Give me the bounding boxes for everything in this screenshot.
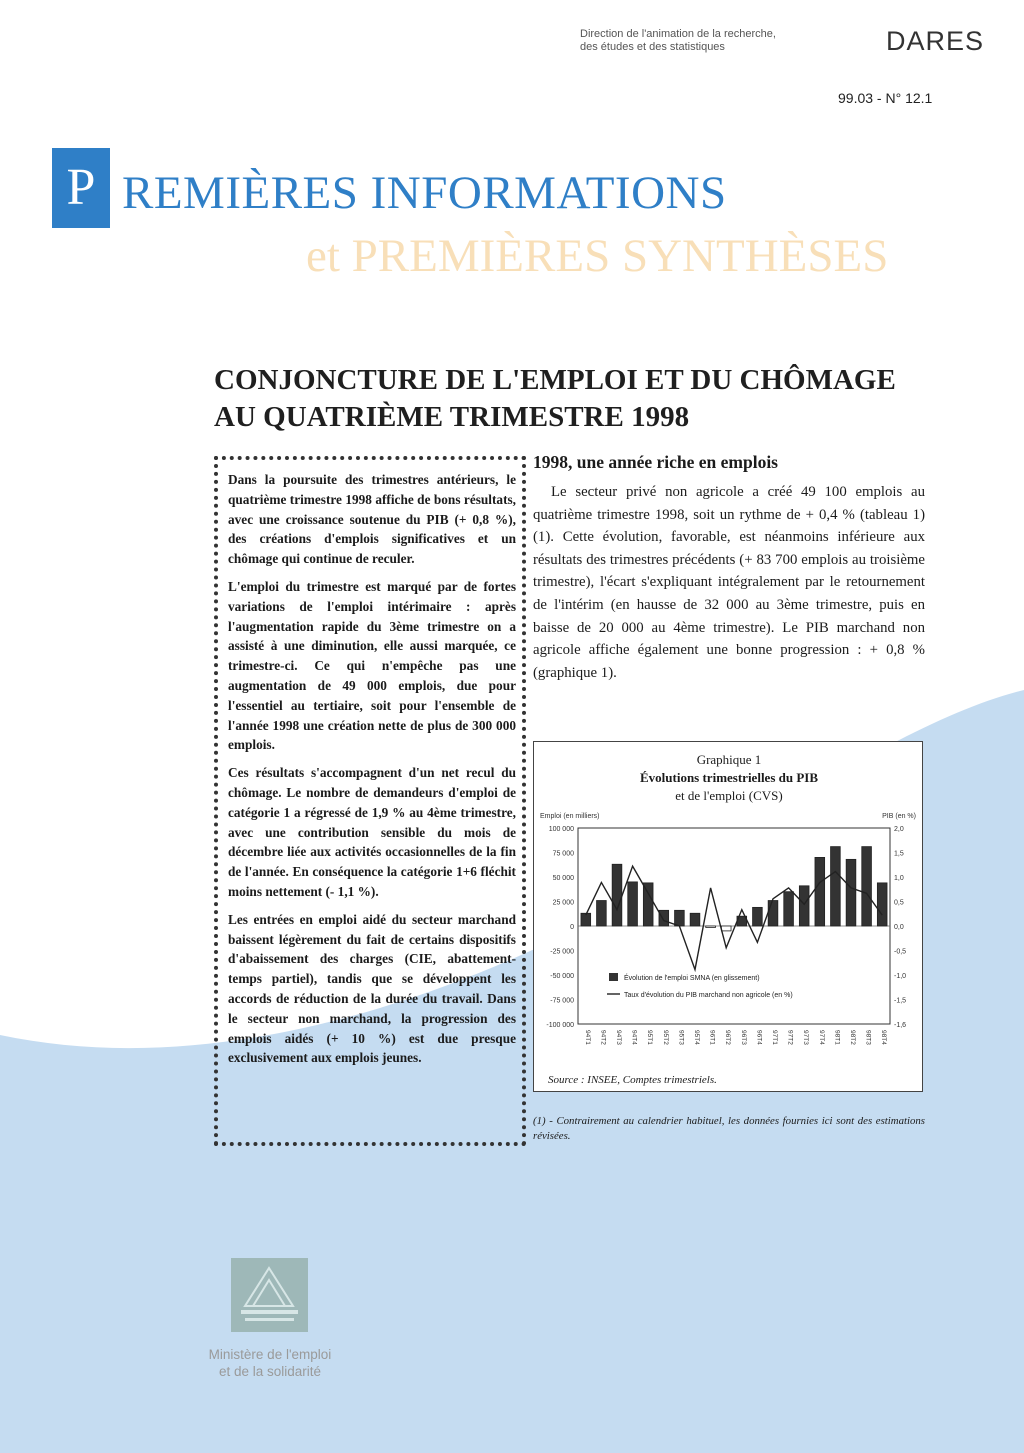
chart-bar: [597, 901, 607, 926]
legend-bar-label: Évolution de l'emploi SMNA (en glissement): [624, 975, 760, 982]
chart-bar: [706, 926, 716, 928]
legend-bar-swatch: [609, 973, 618, 981]
y-tick-label-right: -0,5: [894, 948, 907, 956]
y-tick-label-right: 1,5: [894, 850, 904, 858]
figure-title-line1: Évolutions trimestrielles du PIB: [639, 770, 819, 785]
masthead-subtitle: et PREMIÈRES SYNTHÈSES: [306, 230, 889, 282]
chart-bar: [753, 907, 763, 926]
y-tick-label-left: -25 000: [550, 948, 574, 956]
y-tick-label-right: -1,5: [894, 997, 907, 1005]
chart-bar: [846, 859, 856, 926]
masthead-initial: P: [52, 148, 110, 228]
figure-title-line2: et de l'emploi (CVS): [675, 788, 783, 803]
y-tick-label-left: 25 000: [552, 899, 574, 907]
y-tick-label-left: 100 000: [548, 826, 574, 833]
x-tick-label: 95T4: [693, 1030, 700, 1045]
issue-number: 99.03 - N° 12.1: [838, 90, 933, 106]
summary-paragraph: Dans la poursuite des trimestres antérieurs, le quatrième trimestre 1998 affiche de bons résultats, avec une croissance soutenue du PIB (+ 0,8 %), des créations d'emplois significatives et un chômage qui continue de reculer.: [228, 472, 516, 567]
chart-bar: [643, 883, 653, 926]
x-tick-label: 97T2: [786, 1030, 794, 1045]
chart-area: [534, 808, 922, 1080]
figure-source: Source : INSEE, Comptes trimestriels.: [548, 1074, 717, 1086]
x-tick-label: 96T1: [708, 1030, 716, 1045]
x-tick-label: 97T1: [771, 1030, 778, 1045]
x-tick-label: 97T3: [802, 1030, 810, 1045]
chart-bar: [628, 882, 638, 926]
chart-figure: [533, 741, 923, 1092]
x-tick-label: 95T3: [677, 1030, 685, 1045]
summary-paragraph: Les entrées en emploi aidé du secteur marchand baissent légèrement du fait de certains dispositifs d'abaissement des charges (CIE, abattement-temps partiel), tandis que se développent les accords de réduction de la durée du travail. Dans le secteur non marchand, la progression des emplois aidés (+ 10 %) est due presque exclusivement aux emplois jeunes.: [228, 911, 516, 1066]
x-tick-label: 98T1: [833, 1030, 841, 1045]
y-tick-label-left: -75 000: [550, 997, 574, 1005]
organization-name: Direction de l'animation de la recherche, des études et des statistiques: [580, 28, 776, 53]
y-tick-label-left: -100 000: [546, 1022, 574, 1029]
y-tick-label-left: 75 000: [552, 850, 574, 858]
chart-bar: [815, 857, 825, 926]
chart-bar: [877, 883, 887, 926]
chart-bar: [659, 910, 669, 926]
chart-bar: [799, 886, 809, 926]
main-column: [533, 452, 925, 684]
x-tick-label: 94T4: [630, 1030, 638, 1045]
chart-bar: [690, 913, 700, 926]
brand-name: DARES: [886, 26, 985, 56]
chart-bar: [831, 847, 841, 926]
x-tick-label: 98T2: [849, 1030, 856, 1045]
ministry-logo: [231, 1258, 308, 1332]
masthead-title: REMIÈRES INFORMATIONS: [122, 167, 727, 219]
y-axis-label-left: Emploi (en milliers): [540, 813, 600, 820]
summary-paragraph: Ces résultats s'accompagnent d'un net recul du chômage. Le nombre de demandeurs d'emploi de catégorie 1 a régressé de 1,9 % au 4ème trimestre, avec une contribution sensible du mois de décembre liée aux activités occasionnelles de la fin de l'année. En conséquence la catégorie 1+6 fléchit moins nettement (- 1,1 %).: [228, 765, 516, 899]
chart-bar: [675, 910, 685, 926]
summary-paragraph: L'emploi du trimestre est marqué par de fortes variations de l'emploi intérimaire : après l'augmentation rapide du 3ème trimestre on a assisté à une diminution, elle aussi marquée, ce trimestre-ci. Ce qui n'empêche pas une augmentation de 49 000 emplois, due pour l'essentiel au tertiaire, soit pour l'ensemble de l'année 1998 une création nette de plus de 300 000 emplois.: [228, 578, 516, 753]
legend-line-label: Taux d'évolution du PIB marchand non agricole (en %): [624, 992, 793, 999]
x-tick-label: 96T3: [739, 1030, 747, 1045]
x-tick-label: 95T2: [661, 1030, 669, 1045]
article-title: CONJONCTURE DE L'EMPLOI ET DU CHÔMAGE AU QUATRIÈME TRIMESTRE 1998: [214, 364, 896, 433]
chart-bar: [612, 864, 622, 926]
x-tick-label: 96T2: [724, 1030, 732, 1045]
y-tick-label-right: -1,0: [894, 973, 907, 980]
chart-bar: [721, 926, 731, 931]
y-tick-label-left: 50 000: [552, 875, 574, 882]
y-tick-label-right: 2,0: [894, 826, 904, 833]
figure-label: Graphique 1: [696, 752, 762, 767]
section-heading: 1998, une année riche en emplois: [533, 452, 778, 472]
y-tick-label-right: -1,6: [894, 1022, 907, 1029]
chart-bar: [784, 892, 794, 926]
y-tick-label-right: 0,0: [894, 924, 904, 931]
y-axis-label-right: PIB (en %): [882, 813, 916, 820]
x-tick-label: 94T3: [615, 1030, 622, 1045]
x-tick-label: 97T4: [817, 1030, 825, 1045]
x-tick-label: 94T1: [583, 1030, 591, 1045]
ministry-name: Ministère de l'emploi et de la solidarité: [208, 1347, 332, 1379]
footnote: (1) - Contrairement au calendrier habituel, les données fournies ici sont des estimations révisées.: [533, 1115, 925, 1142]
ministry-emblem-icon: [231, 1258, 308, 1332]
section-body: Le secteur privé non agricole a créé 49 100 emplois au quatrième trimestre 1998, soit un rythme de + 0,4 % (tableau 1) (1). Cette évolution, favorable, est néanmoins inférieure aux résultats des trimestres précédents (+ 83 700 emplois au troisième trimestre), l'écart s'expliquant intégralement par le retournement de l'intérim (en hausse de 32 000 au 3ème trimestre, puis en baisse de 20 000 au 4ème trimestre). Le PIB marchand non agricole affiche également une bonne progression : + 0,8 % (graphique 1).: [533, 484, 925, 681]
y-tick-label-left: -50 000: [550, 973, 574, 980]
x-tick-label: 95T1: [646, 1030, 654, 1045]
y-tick-label-right: 0,5: [894, 899, 904, 907]
summary-box: [214, 456, 526, 1146]
chart-bar: [862, 847, 872, 926]
x-tick-label: 94T2: [599, 1030, 607, 1045]
x-tick-label: 96T4: [755, 1030, 763, 1045]
y-tick-label-right: 1,0: [894, 875, 904, 882]
x-tick-label: 98T4: [880, 1030, 888, 1045]
chart-bar: [768, 901, 778, 926]
chart-bar: [581, 913, 591, 926]
x-tick-label: 98T3: [864, 1030, 872, 1045]
y-tick-label-left: 0: [570, 924, 574, 931]
